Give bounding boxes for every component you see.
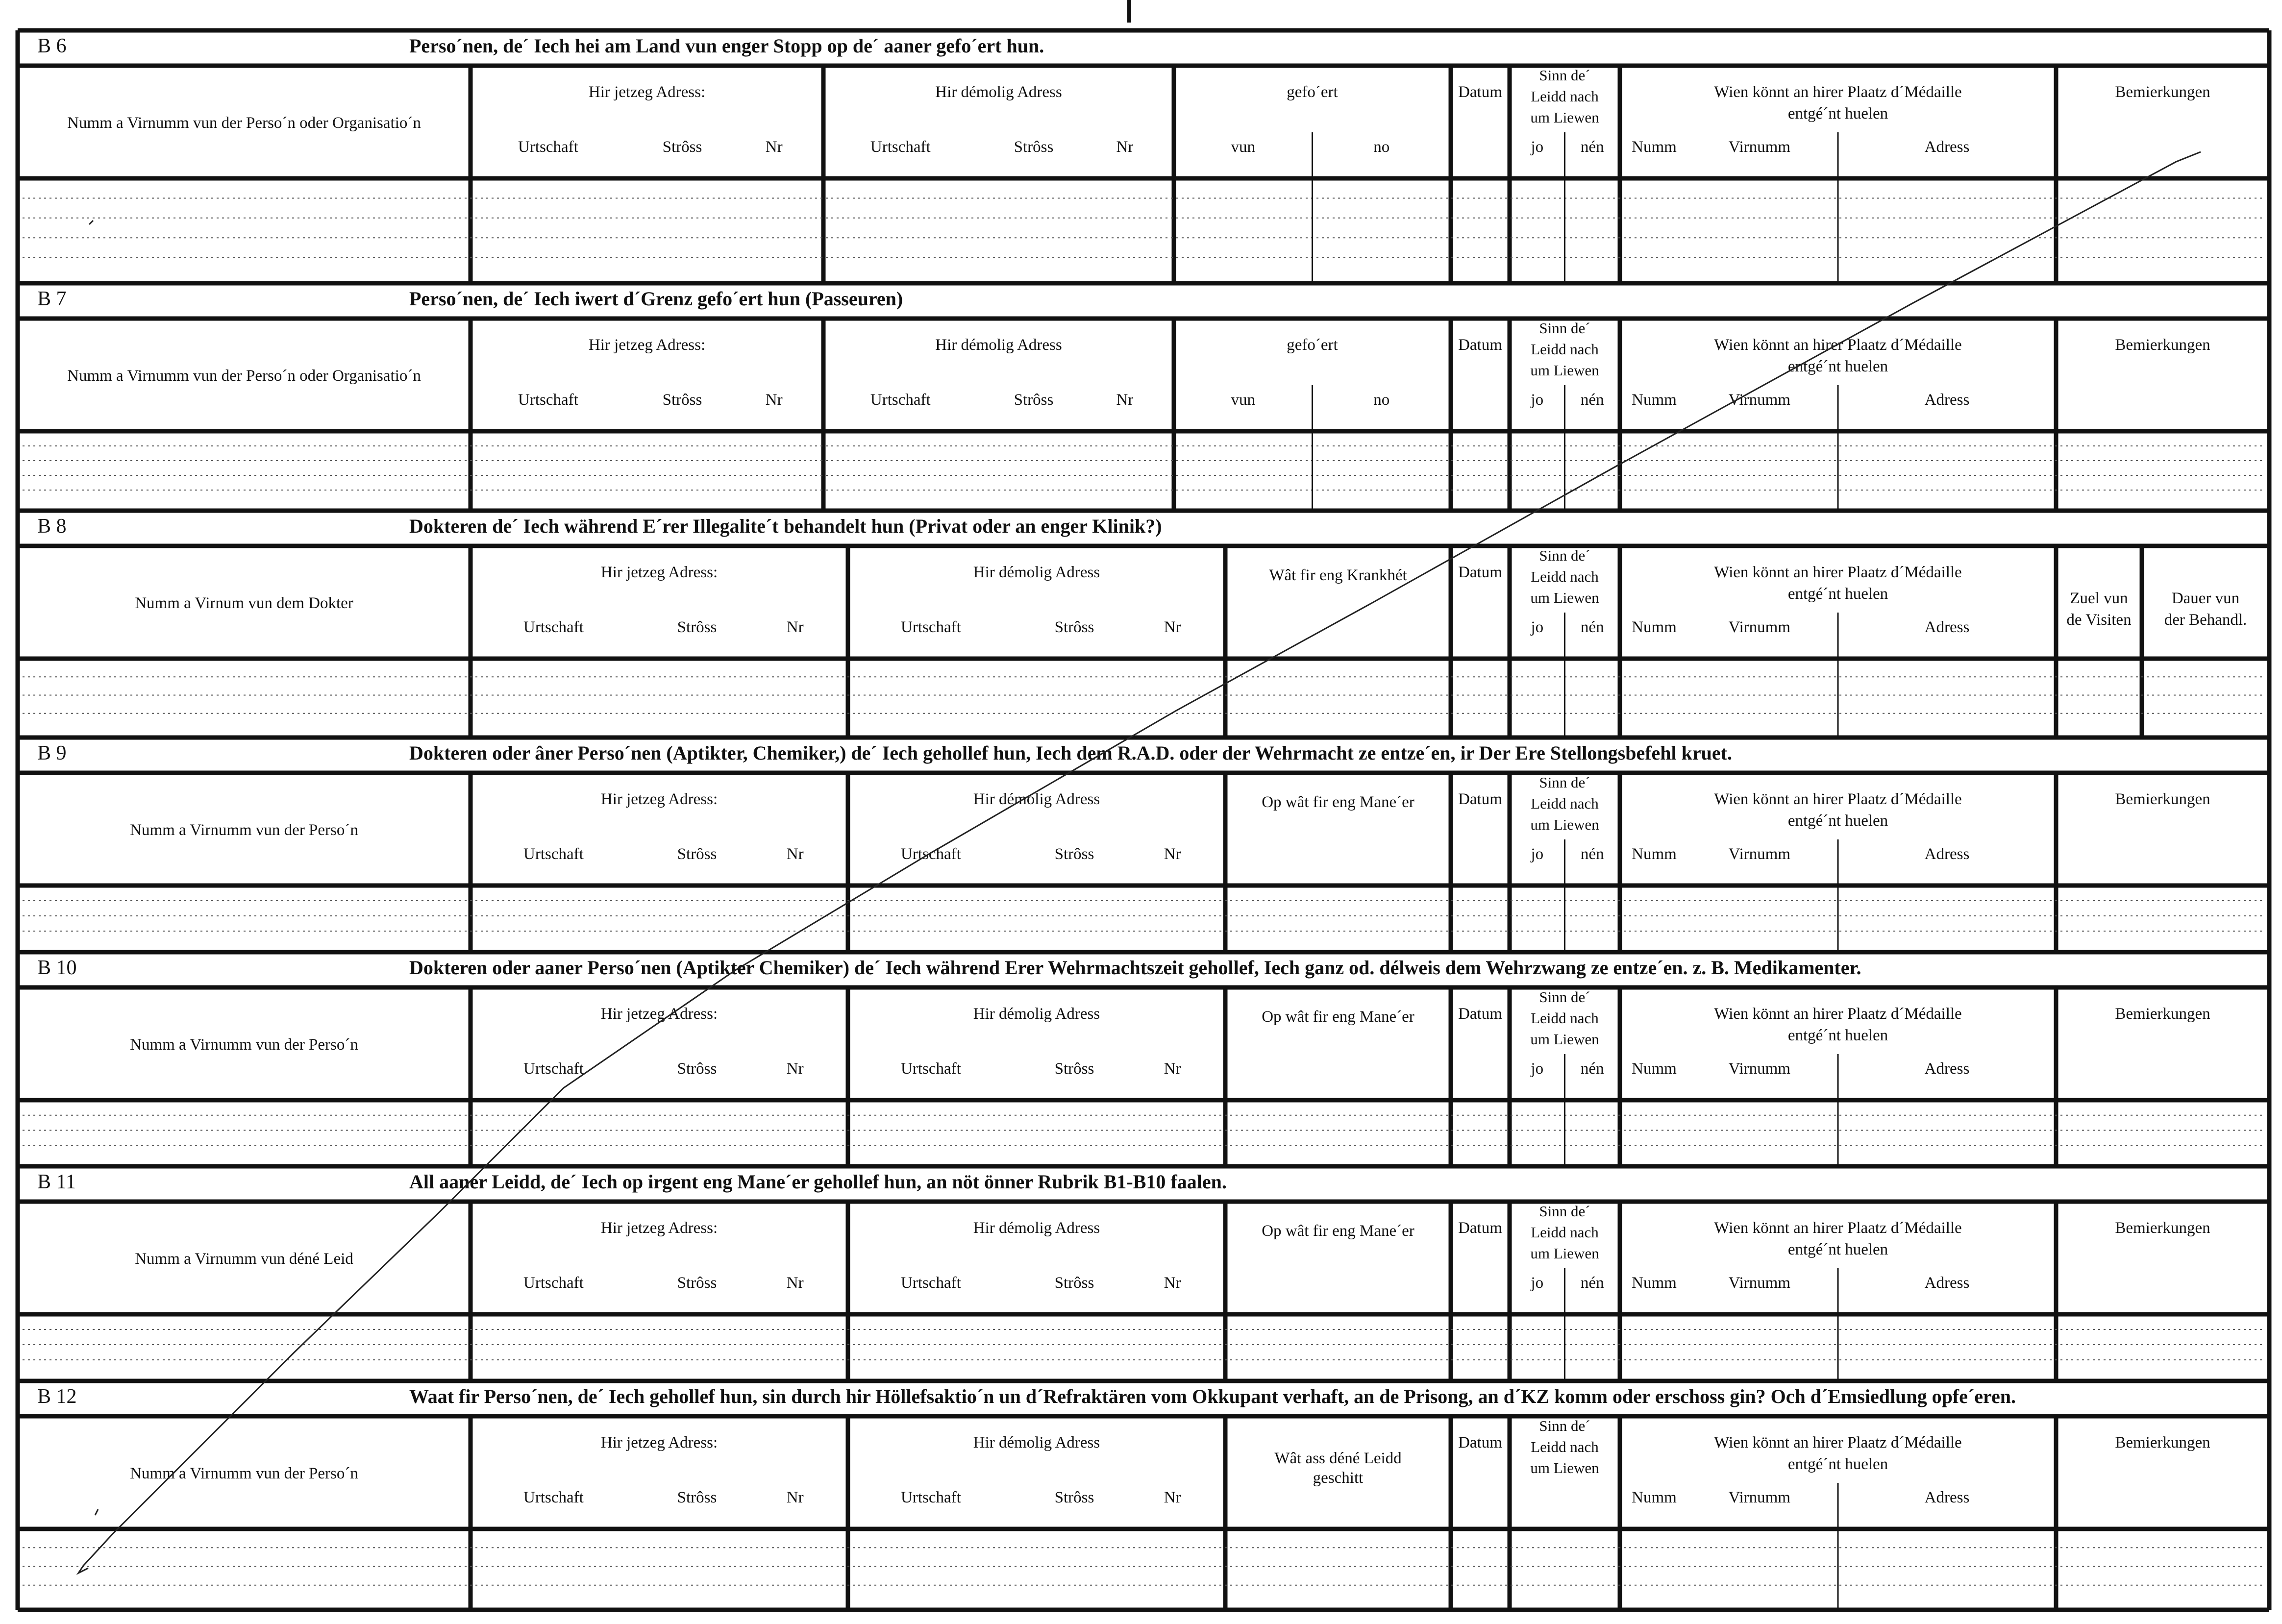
medal-recipient-header: entgé´nt huelen: [1787, 358, 1888, 375]
extra-column-header: Wât ass déné Leidd: [1274, 1450, 1402, 1467]
section-number: B 9: [37, 742, 67, 764]
address-subheader: Nr: [786, 1274, 804, 1292]
extra-column-header: geschitt: [1313, 1469, 1364, 1487]
medal-subheader: Adress: [1924, 391, 1970, 409]
duration-header: Dauer vun: [2171, 590, 2240, 607]
medal-subheader: Virnumm: [1728, 391, 1790, 409]
address-subheader: Urtschaft: [523, 1489, 584, 1506]
address-subheader: Urtschaft: [870, 391, 931, 409]
name-column-header: Numm a Virnumm vun der Perso´n oder Organisatio´n: [67, 114, 421, 132]
extra-column-header: Op wât fir eng Mane´er: [1262, 1222, 1414, 1240]
address-subheader: Urtschaft: [518, 138, 578, 156]
current-address-header: Hir jetzeg Adress:: [588, 336, 706, 354]
medal-subheader: Numm: [1632, 391, 1677, 409]
alive-question-header: Leidd nach: [1531, 88, 1599, 105]
section-number: B 7: [37, 288, 67, 310]
remarks-header: Bemierkungen: [2115, 336, 2210, 354]
datum-header: Datum: [1458, 1219, 1502, 1237]
medal-recipient-header: entgé´nt huelen: [1787, 812, 1888, 830]
medal-subheader: Virnumm: [1728, 845, 1790, 863]
name-column-header: Numm a Virnumm vun déné Leid: [135, 1250, 353, 1268]
address-subheader: Nr: [765, 391, 783, 409]
no-subheader: nén: [1580, 391, 1604, 409]
datum-header: Datum: [1458, 336, 1502, 354]
current-address-header: Hir jetzeg Adress:: [600, 1434, 718, 1452]
alive-question-header: Leidd nach: [1531, 1224, 1599, 1241]
current-address-header: Hir jetzeg Adress:: [600, 790, 718, 808]
medal-subheader: Virnumm: [1728, 1489, 1790, 1506]
extra-column-header: Op wât fir eng Mane´er: [1262, 1008, 1414, 1026]
medal-recipient-header: Wien könnt an hirer Plaatz d´Médaille: [1714, 83, 1962, 101]
extra-subheader: vun: [1231, 138, 1255, 156]
address-subheader: Nr: [765, 138, 783, 156]
section-title: Perso´nen, de´ Iech hei am Land vun enger Stopp op de´ aaner gefo´ert hun.: [409, 35, 1044, 57]
address-subheader: Nr: [1164, 618, 1181, 636]
medal-recipient-header: Wien könnt an hirer Plaatz d´Médaille: [1714, 1434, 1962, 1452]
medal-recipient-header: entgé´nt huelen: [1787, 1027, 1888, 1044]
section-b10: [18, 952, 2269, 1166]
no-subheader: nén: [1580, 138, 1604, 156]
current-address-header: Hir jetzeg Adress:: [600, 564, 718, 581]
alive-question-header: Leidd nach: [1531, 795, 1599, 812]
datum-header: Datum: [1458, 83, 1502, 101]
address-subheader: Nr: [1164, 1274, 1181, 1292]
address-subheader: Strôss: [677, 1274, 717, 1292]
address-subheader: Strôss: [677, 1060, 717, 1078]
address-subheader: Strôss: [1014, 138, 1054, 156]
pen-mark: [95, 1509, 98, 1515]
medal-subheader: Adress: [1924, 1060, 1970, 1078]
section-title: Perso´nen, de´ Iech iwert d´Grenz gefo´ert hun (Passeuren): [409, 288, 903, 310]
medal-subheader: Numm: [1632, 138, 1677, 156]
alive-question-header: um Liewen: [1530, 1245, 1599, 1262]
page-marker: [1127, 0, 1131, 23]
address-subheader: Nr: [1164, 1489, 1181, 1506]
visits-header: de Visiten: [2066, 611, 2132, 629]
medal-recipient-header: Wien könnt an hirer Plaatz d´Médaille: [1714, 564, 1962, 581]
no-subheader: nén: [1580, 618, 1604, 636]
sections: [18, 30, 2269, 1610]
section-title: Waat fir Perso´nen, de´ Iech gehollef hun, sin durch hir Höllefsaktio´n un d´Refraktären vom Okkupant verhaft, an de Prisong, an d´KZ komm oder erschoss gin? Och d´Emsiedlung opfe´eren.: [409, 1385, 2016, 1407]
no-subheader: nén: [1580, 1274, 1604, 1292]
section-number: B 12: [37, 1385, 77, 1408]
former-address-header: Hir démolig Adress: [973, 790, 1100, 808]
medal-subheader: Virnumm: [1728, 1060, 1790, 1078]
section-b12: [18, 1381, 2269, 1610]
alive-question-header: um Liewen: [1530, 589, 1599, 606]
alive-question-header: Leidd nach: [1531, 341, 1599, 358]
former-address-header: Hir démolig Adress: [973, 564, 1100, 581]
address-subheader: Nr: [786, 618, 804, 636]
medal-recipient-header: entgé´nt huelen: [1787, 105, 1888, 123]
medal-subheader: Virnumm: [1728, 1274, 1790, 1292]
alive-question-header: Leidd nach: [1531, 1438, 1599, 1455]
extra-subheader: vun: [1231, 391, 1255, 409]
address-subheader: Strôss: [662, 391, 702, 409]
medal-recipient-header: entgé´nt huelen: [1787, 1241, 1888, 1258]
address-subheader: Nr: [1164, 1060, 1181, 1078]
address-subheader: Urtschaft: [523, 1274, 584, 1292]
address-subheader: Strôss: [677, 618, 717, 636]
alive-question-header: Sinn de´: [1539, 1417, 1590, 1434]
alive-question-header: Sinn de´: [1539, 1203, 1590, 1220]
extra-subheader: no: [1373, 138, 1390, 156]
extra-column-header: gefo´ert: [1287, 83, 1338, 101]
section-b7: [18, 283, 2269, 511]
address-subheader: Strôss: [1054, 618, 1094, 636]
medal-recipient-header: Wien könnt an hirer Plaatz d´Médaille: [1714, 1005, 1962, 1023]
medal-subheader: Virnumm: [1728, 618, 1790, 636]
address-subheader: Urtschaft: [901, 1489, 961, 1506]
alive-question-header: um Liewen: [1530, 1031, 1599, 1048]
section-title: Dokteren oder âner Perso´nen (Aptikter, Chemiker,) de´ Iech gehollef hun, Iech dem R.A.D. oder der Wehrmacht ze entze´en, ir Der Ere Stellongsbefehl kruet.: [409, 742, 1732, 764]
address-subheader: Urtschaft: [901, 618, 961, 636]
address-subheader: Strôss: [677, 845, 717, 863]
yes-subheader: jo: [1531, 845, 1544, 863]
alive-question-header: Sinn de´: [1539, 320, 1590, 337]
address-subheader: Strôss: [677, 1489, 717, 1506]
address-subheader: Urtschaft: [901, 1060, 961, 1078]
visits-header: Zuel vun: [2070, 590, 2128, 607]
address-subheader: Urtschaft: [901, 845, 961, 863]
alive-question-header: um Liewen: [1530, 1459, 1599, 1476]
yes-subheader: jo: [1531, 618, 1544, 636]
pen-mark: [89, 221, 93, 224]
address-subheader: Urtschaft: [518, 391, 578, 409]
medal-subheader: Numm: [1632, 618, 1677, 636]
name-column-header: Numm a Virnumm vun der Perso´n: [130, 1036, 358, 1054]
address-subheader: Urtschaft: [901, 1274, 961, 1292]
address-subheader: Strôss: [1054, 1489, 1094, 1506]
medal-recipient-header: entgé´nt huelen: [1787, 585, 1888, 603]
medal-subheader: Numm: [1632, 1274, 1677, 1292]
remarks-header: Bemierkungen: [2115, 1219, 2210, 1237]
medal-subheader: Numm: [1632, 1489, 1677, 1506]
datum-header: Datum: [1458, 1434, 1502, 1452]
yes-subheader: jo: [1531, 1060, 1544, 1078]
medal-subheader: Numm: [1632, 845, 1677, 863]
current-address-header: Hir jetzeg Adress:: [588, 83, 706, 101]
address-subheader: Urtschaft: [523, 845, 584, 863]
current-address-header: Hir jetzeg Adress:: [600, 1219, 718, 1237]
address-subheader: Strôss: [662, 138, 702, 156]
former-address-header: Hir démolig Adress: [935, 336, 1062, 354]
address-subheader: Nr: [786, 845, 804, 863]
address-subheader: Strôss: [1054, 1060, 1094, 1078]
yes-subheader: jo: [1531, 1274, 1544, 1292]
extra-column-header: Op wât fir eng Mane´er: [1262, 793, 1414, 811]
former-address-header: Hir démolig Adress: [973, 1219, 1100, 1237]
alive-question-header: um Liewen: [1530, 362, 1599, 379]
medal-recipient-header: Wien könnt an hirer Plaatz d´Médaille: [1714, 790, 1962, 808]
address-subheader: Nr: [1116, 391, 1134, 409]
medal-subheader: Adress: [1924, 845, 1970, 863]
alive-question-header: Sinn de´: [1539, 988, 1590, 1006]
no-subheader: nén: [1580, 1060, 1604, 1078]
address-subheader: Strôss: [1014, 391, 1054, 409]
yes-subheader: jo: [1531, 391, 1544, 409]
medal-subheader: Virnumm: [1728, 138, 1790, 156]
alive-question-header: Leidd nach: [1531, 1009, 1599, 1027]
medal-recipient-header: entgé´nt huelen: [1787, 1455, 1888, 1473]
datum-header: Datum: [1458, 790, 1502, 808]
address-subheader: Nr: [786, 1489, 804, 1506]
former-address-header: Hir démolig Adress: [973, 1005, 1100, 1023]
medal-subheader: Adress: [1924, 138, 1970, 156]
section-b6: [18, 30, 2269, 283]
medal-subheader: Numm: [1632, 1060, 1677, 1078]
section-number: B 11: [37, 1171, 76, 1193]
section-number: B 8: [37, 515, 67, 538]
datum-header: Datum: [1458, 564, 1502, 581]
address-subheader: Nr: [1116, 138, 1134, 156]
section-title: Dokteren oder aaner Perso´nen (Aptikter Chemiker) de´ Iech während Erer Wehrmachtszeit gehollef, Iech ganz od. délweis dem Wehrzwang ze entze´en. z. B. Medikamenter.: [409, 957, 1861, 979]
remarks-header: Bemierkungen: [2115, 790, 2210, 808]
yes-subheader: jo: [1531, 138, 1544, 156]
remarks-header: Bemierkungen: [2115, 83, 2210, 101]
former-address-header: Hir démolig Adress: [935, 83, 1062, 101]
name-column-header: Numm a Virnumm vun der Perso´n oder Organisatio´n: [67, 367, 421, 385]
medal-subheader: Adress: [1924, 618, 1970, 636]
duration-header: der Behandl.: [2164, 611, 2247, 629]
extra-column-header: Wât fir eng Krankhét: [1269, 566, 1407, 584]
name-column-header: Numm a Virnumm vun der Perso´n: [130, 821, 358, 839]
address-subheader: Urtschaft: [523, 1060, 584, 1078]
section-b9: [18, 738, 2269, 952]
address-subheader: Urtschaft: [870, 138, 931, 156]
alive-question-header: Sinn de´: [1539, 67, 1590, 84]
remarks-header: Bemierkungen: [2115, 1005, 2210, 1023]
address-subheader: Strôss: [1054, 845, 1094, 863]
section-title: Dokteren de´ Iech während E´rer Illegalite´t behandelt hun (Privat oder an enger Klinik?): [409, 515, 1162, 537]
section-b8: [18, 511, 2269, 738]
address-subheader: Nr: [1164, 845, 1181, 863]
datum-header: Datum: [1458, 1005, 1502, 1023]
remarks-header: Bemierkungen: [2115, 1434, 2210, 1452]
name-column-header: Numm a Virnum vun dem Dokter: [135, 594, 353, 612]
former-address-header: Hir démolig Adress: [973, 1434, 1100, 1452]
medal-recipient-header: Wien könnt an hirer Plaatz d´Médaille: [1714, 336, 1962, 354]
alive-question-header: um Liewen: [1530, 816, 1599, 833]
section-title: All aaner Leidd, de´ Iech op irgent eng Mane´er gehollef hun, an nöt önner Rubrik B1-B10 faalen.: [409, 1171, 1227, 1193]
name-column-header: Numm a Virnumm vun der Perso´n: [130, 1465, 358, 1482]
section-b11: [18, 1166, 2269, 1381]
medal-subheader: Adress: [1924, 1489, 1970, 1506]
current-address-header: Hir jetzeg Adress:: [600, 1005, 718, 1023]
section-number: B 10: [37, 957, 77, 979]
pen-strike-line: [78, 0, 2201, 1573]
alive-question-header: Sinn de´: [1539, 774, 1590, 791]
section-number: B 6: [37, 35, 67, 57]
alive-question-header: um Liewen: [1530, 109, 1599, 126]
medal-recipient-header: Wien könnt an hirer Plaatz d´Médaille: [1714, 1219, 1962, 1237]
alive-question-header: Leidd nach: [1531, 568, 1599, 585]
address-subheader: Urtschaft: [523, 618, 584, 636]
medal-subheader: Adress: [1924, 1274, 1970, 1292]
no-subheader: nén: [1580, 845, 1604, 863]
extra-column-header: gefo´ert: [1287, 336, 1338, 354]
address-subheader: Strôss: [1054, 1274, 1094, 1292]
extra-subheader: no: [1373, 391, 1390, 409]
address-subheader: Nr: [786, 1060, 804, 1078]
alive-question-header: Sinn de´: [1539, 547, 1590, 564]
